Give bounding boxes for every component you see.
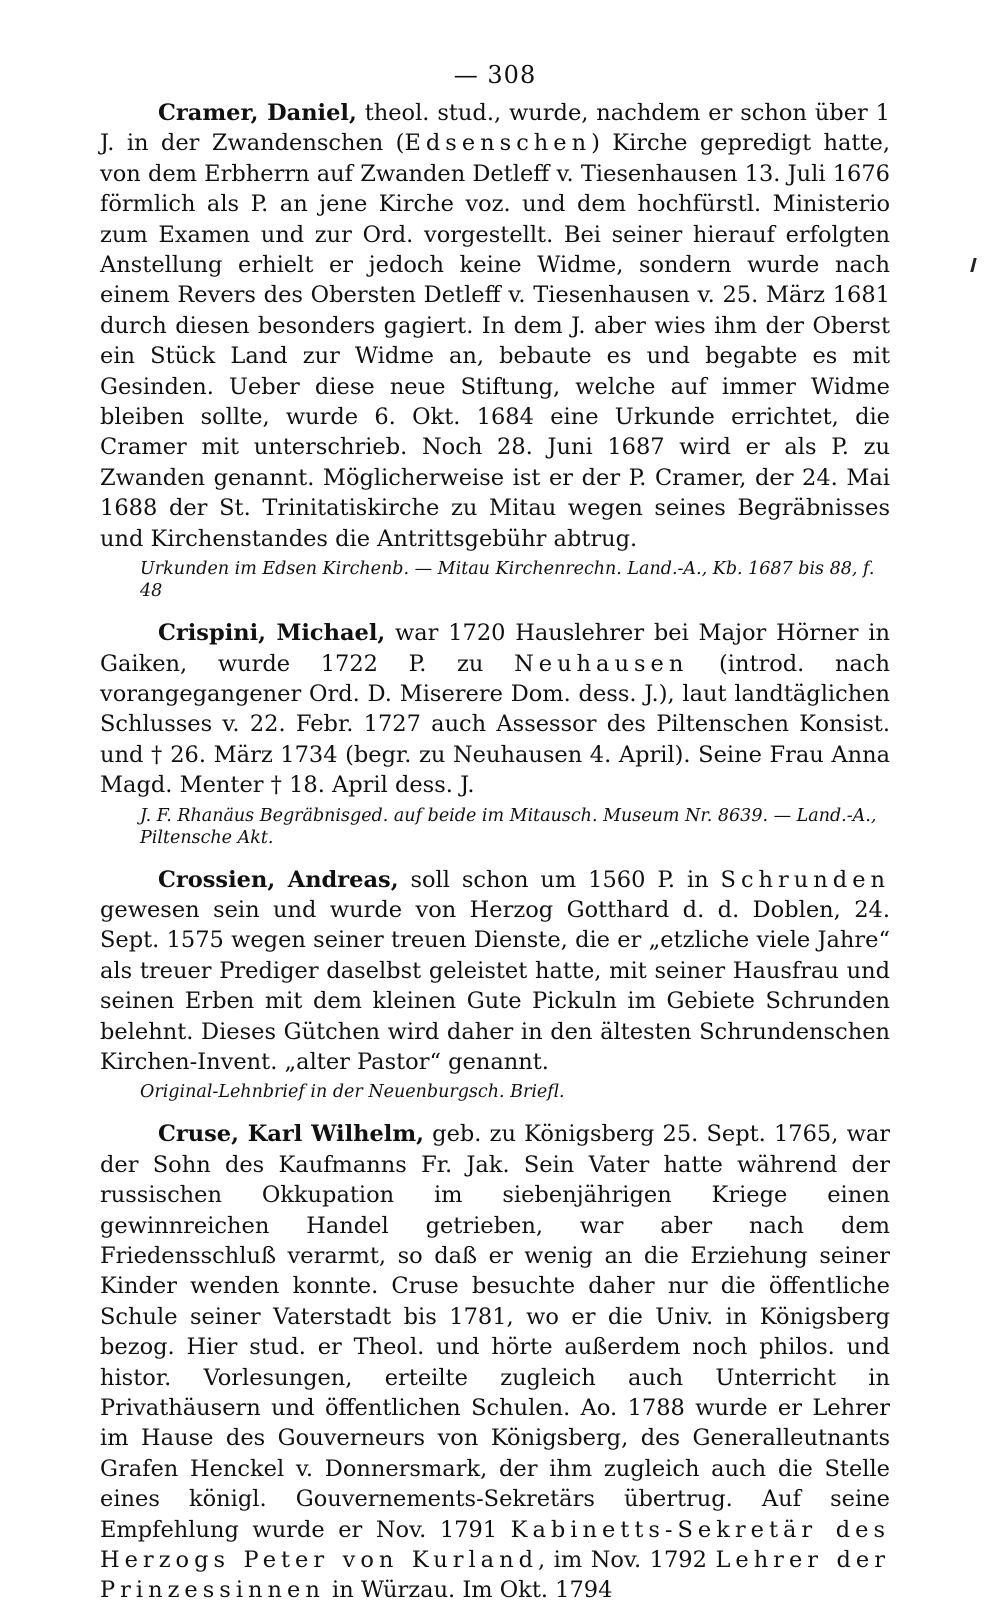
entry-body-part: (introd. nach vorangegangener Ord. D. Miserere Dom. dess. J.), laut landtäglichen Schlusses v. 22. Febr. 1727 auch Assessor des Piltenschen Konsist. und † 26. März 1734 (begr. zu Neuhausen 4. April). Seine Frau Anna Magd. Menter † 18. April dess. J. (100, 650, 891, 799)
entry-cramer (100, 98, 890, 602)
entry-spaced-term: Lehrer der Prinzessinnen (100, 1547, 891, 1604)
entry-name: Cramer, Daniel, (158, 100, 357, 126)
entry-text (100, 98, 890, 554)
entry-body-part: in Würzau. Im Okt. 1794 (324, 1577, 613, 1604)
page-number: — 308 (453, 61, 537, 89)
entry-name: Cruse, Karl Wilhelm, (158, 1121, 424, 1148)
entry-name: Crossien, Andreas, (158, 866, 399, 893)
entry-name: Crispini, Michael, (158, 620, 386, 647)
entry-source: J. F. Rhanäus Begräbnisged. auf beide im Mitausch. Museum Nr. 8639. — Land.-A., Piltensche Akt. (140, 805, 877, 848)
entry-crispini (100, 618, 890, 848)
entry-text (100, 1119, 890, 1606)
margin-mark (970, 258, 976, 272)
entry-body-part: , im Nov. 1792 (537, 1547, 716, 1574)
entry-spaced-term: Schrunden (720, 866, 890, 893)
entry-text (100, 865, 890, 1078)
entry-source: Original-Lehnbrief in der Neuenburgsch. Briefl. (140, 1082, 565, 1103)
entry-body-part: gewesen sein und wurde von Herzog Gotthard d. d. Doblen, 24. Sept. 1575 wegen seiner treuen Dienste, die er „etzliche viele Jahre“ als treuer Prediger daselbst geleistet hatte, mit seiner Hausfrau und seinen Erben mit dem kleinen Gute Pickuln im Gebiete Schrunden belehnt. Dieses Gütchen wird daher in den ältesten Schrundenschen Kirchen-Invent. „alter Pastor“ genannt. (100, 896, 890, 1075)
entry-body-part: geb. zu Königsberg 25. Sept. 1765, war der Sohn des Kaufmanns Fr. Jak. Sein Vater hatte während der russischen Okkupation im siebenjährigen Kriege einen gewinnreichen Handel getrieben, war aber nach dem Friedensschluß verarmt, so daß er wenig an die Erziehung seiner Kinder wenden konnte. Cruse besuchte daher nur die öffentliche Schule seiner Vaterstadt bis 1781, wo er die Univ. in Königsberg bezog. Hier stud. er Theol. und hörte außerdem noch philos. und histor. Vorlesungen, erteilte zugleich auch Unterricht in Privathäusern und öffentlichen Schulen. Ao. 1788 wurde er Lehrer im Hause des Gouverneurs von Königsberg, des Generalleutnants Grafen Henckel v. Donnersmark, der ihm zugleich auch die Stelle eines königl. Gouvernements-Sekretärs übertrug. Auf seine Empfehlung wurde er Nov. 1791 (100, 1121, 890, 1543)
entry-body-part: war 1720 Hauslehrer bei Major Hörner in Gaiken, wurde 1722 P. zu (100, 620, 890, 677)
entry-crossien (100, 865, 890, 1104)
entry-body-part: soll schon um 1560 P. in (398, 866, 721, 893)
entry-cruse (100, 1119, 890, 1606)
entry-text (100, 618, 890, 800)
entry-source: Urkunden im Edsen Kirchenb. — Mitau Kirchenrechn. Land.-A., Kb. 1687 bis 88, f. 48 (140, 559, 875, 602)
document-page (100, 58, 890, 1606)
entry-spaced-term: Edsenschen (404, 130, 592, 157)
entry-spaced-term: Neuhausen (514, 650, 689, 677)
entry-body-part: ) Kirche gepredigt hatte, von dem Erbherrn auf Zwanden Detleff v. Tiesenhausen 13. Juli 1676 förmlich als P. an jene Kirche voz. und dem hochfürstl. Ministerio zum Examen und zur Ord. vorgestellt. Bei seiner hierauf erfolgten Anstellung erhielt er jedoch keine Widme, sondern wurde nach einem Revers des Obersten Detleff v. Tiesenhausen v. 25. März 1681 durch diesen besonders gagiert. In dem J. aber wies ihm der Oberst ein Stück Land zur Widme an, bebaute es und begabte es mit Gesinden. Ueber diese neue Stiftung, welche auf immer Widme bleiben sollte, wurde 6. Okt. 1684 eine Urkunde errichtet, die Cramer mit unterschrieb. Noch 28. Juni 1687 wird er als P. zu Zwanden genannt. Möglicherweise ist er der P. Cramer, der 24. Mai 1688 der St. Trinitatiskirche zu Mitau wegen seines Begräbnisses und Kirchenstandes die Antrittsgebühr abtrug. (100, 130, 890, 552)
entry-body-part: theol. stud., wurde, nachdem er schon über 1 J. in der Zwandenschen ( (100, 100, 890, 157)
entry-spaced-term: Kabinetts-Sekretär des Herzogs Peter von Kurland (100, 1516, 890, 1574)
